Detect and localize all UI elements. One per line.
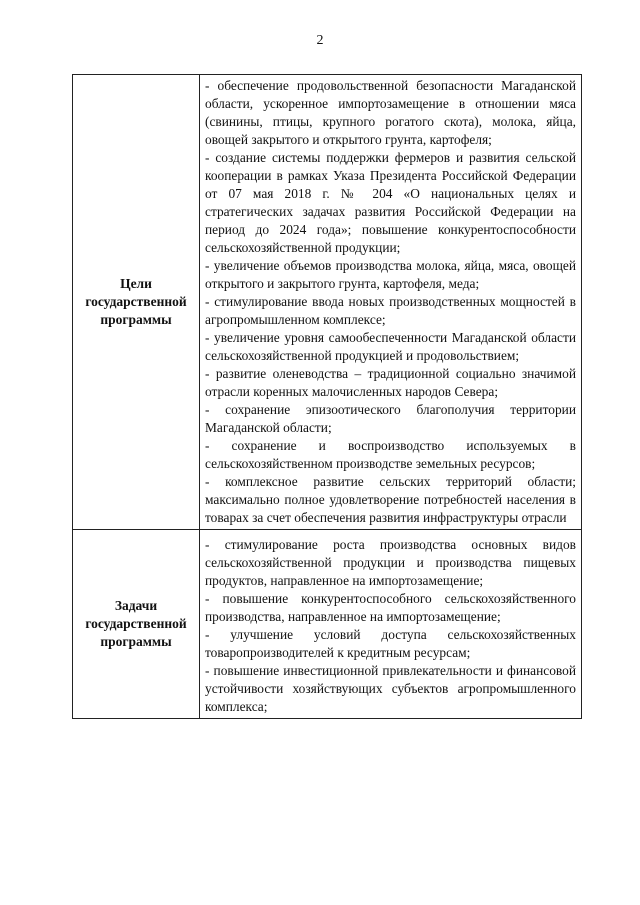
list-item: - увеличение уровня самообеспеченности Магаданской области сельскохозяйственной продукцией и продовольствием; <box>205 330 576 363</box>
row-label-line: Задачи <box>114 598 158 613</box>
list-item: - стимулирование роста производства основных видов сельскохозяйственной продукции и производства пищевых продуктов, направленное на импортозамещение; <box>205 537 576 588</box>
row-label-line: программы <box>100 634 172 649</box>
row-label-line: программы <box>100 312 172 327</box>
goals-content-cell <box>200 75 582 530</box>
goals-label-cell <box>73 75 200 530</box>
list-item: - повышение конкурентоспособного сельскохозяйственного производства, направленное на импортозамещение; <box>205 591 576 624</box>
tasks-label-cell <box>73 530 200 719</box>
list-item: - развитие оленеводства – традиционной социально значимой отрасли коренных малочисленных народов Севера; <box>205 366 576 399</box>
list-item: - повышение инвестиционной привлекательности и финансовой устойчивости хозяйствующих субъектов агропромышленного комплекса; <box>205 663 576 714</box>
table-row-tasks <box>73 530 582 719</box>
tasks-content-cell <box>200 530 582 719</box>
table-row-goals <box>73 75 582 530</box>
list-item: - стимулирование ввода новых производственных мощностей в агропромышленном комплексе; <box>205 294 576 327</box>
list-item: - обеспечение продовольственной безопасности Магаданской области, ускоренное импортозамещение в отношении мяса (свинины, птицы, крупного рогатого скота), молока, яйца, овощей закрытого и открытого грунта, картофеля; <box>205 78 576 147</box>
program-passport-table <box>72 74 582 719</box>
list-item: - комплексное развитие сельских территорий области; максимально полное удовлетворение потребностей населения в товарах за счет обеспечения развития инфраструктуры отрасли <box>205 474 576 525</box>
list-item: - улучшение условий доступа сельскохозяйственных товаропроизводителей к кредитным ресурсам; <box>205 627 576 660</box>
list-item: - создание системы поддержки фермеров и развития сельской кооперации в рамках Указа Президента Российской Федерации от 07 мая 2018 г. № 204 «О национальных целях и стратегических задачах развития Российской Федерации на период до 2024 года»; повышение конкурентоспособности сельскохозяйственной продукции; <box>205 150 576 255</box>
list-item: - увеличение объемов производства молока, яйца, мяса, овощей открытого и закрытого грунта, картофеля, меда; <box>205 258 576 291</box>
page-number: 2 <box>316 33 324 48</box>
row-label-line: государственной <box>85 616 187 631</box>
row-label-line: государственной <box>85 294 187 309</box>
row-label-line: Цели <box>120 276 152 291</box>
list-item: - сохранение эпизоотического благополучия территории Магаданской области; <box>205 402 576 435</box>
list-item: - сохранение и воспроизводство используемых в сельскохозяйственном производстве земельных ресурсов; <box>205 438 576 471</box>
